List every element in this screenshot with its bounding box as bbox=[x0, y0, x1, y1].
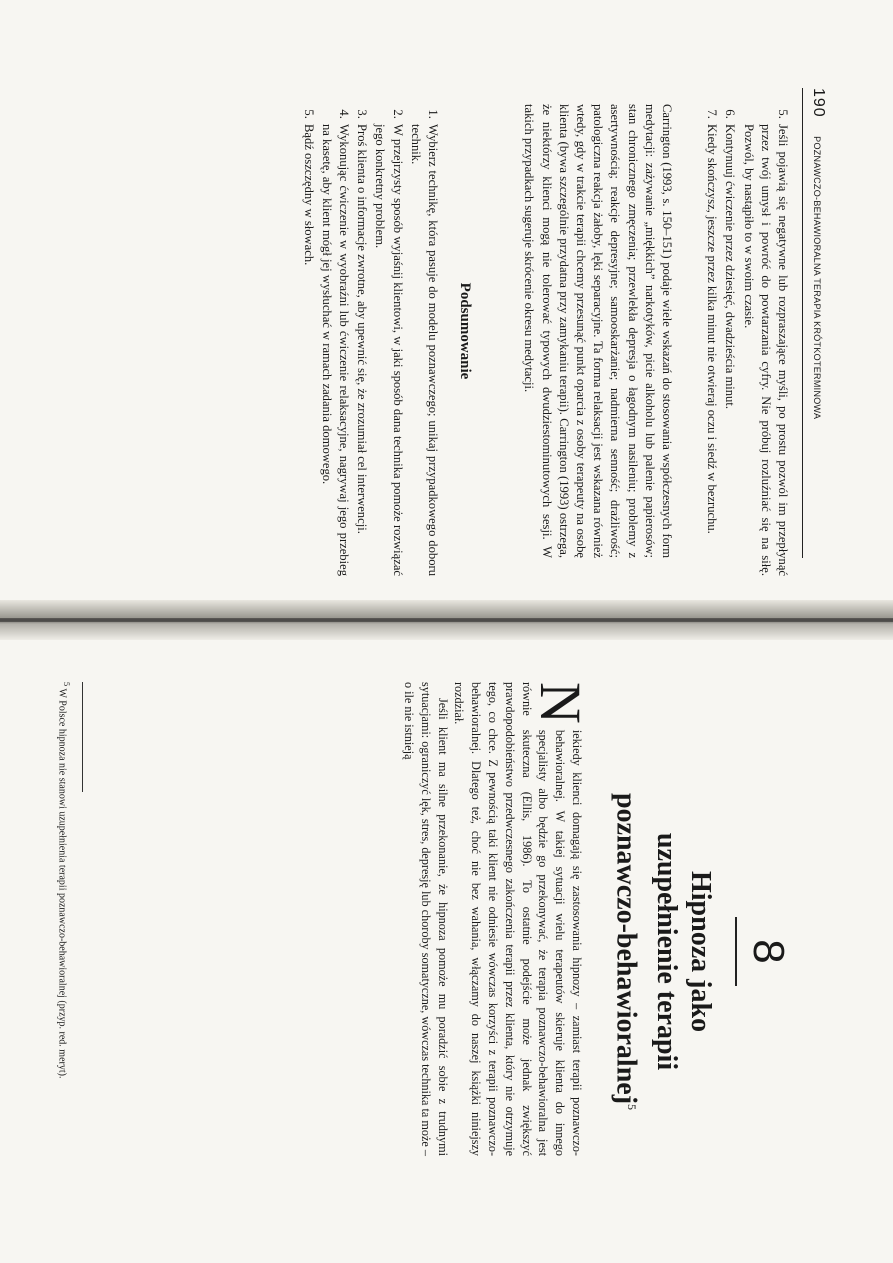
list-item: 1. Wybierz technikę, która pasuje do modelu poznawczego; unikaj przypadkowego doboru technik. bbox=[407, 122, 441, 576]
list-item: 6. Kontynuuj ćwiczenie przez dziesięć, dwadzieścia minut. bbox=[721, 122, 738, 576]
summary-list bbox=[298, 104, 441, 576]
chapter-title-line: Hipnoza jako bbox=[685, 870, 716, 1033]
summary-heading: Podsumowanie bbox=[457, 282, 473, 380]
chapter-title-line: uzupełnienie terapii bbox=[651, 832, 682, 1071]
chapter-number-text: 8 bbox=[735, 917, 793, 985]
list-item: 4. Wykonując ćwiczenie w wyobraźni lub ćwiczenie relaksacyjne, nagrywaj jego przebieg na kasetę, aby klient mógł jej wysłuchać w ramach zadania domowego. bbox=[318, 122, 352, 576]
footnote-text: W Polsce hipnoza nie stanowi uzupełnienia terapii poznawczo-behawioralnej (przyp. red. meryt). bbox=[56, 688, 68, 1079]
footnote bbox=[56, 682, 73, 1156]
list-item: 7. Kiedy skończysz, jeszcze przez kilka minut nie otwieraj oczu i siedź w bezruchu. bbox=[703, 122, 720, 576]
gutter-shadow bbox=[0, 618, 893, 622]
chapter-paragraph bbox=[451, 682, 593, 1156]
running-header-text: POZNAWCZO-BEHAWIORALNA TERAPIA KRÓTKOTERMINOWA bbox=[812, 136, 822, 420]
chapter-body bbox=[400, 682, 593, 1156]
list-item: 5. Bądź oszczędny w słowach. bbox=[299, 122, 316, 576]
running-header bbox=[802, 88, 827, 558]
drop-cap: N bbox=[528, 682, 593, 724]
chapter-title-line-text: poznawczo-behawioralnej bbox=[610, 792, 642, 1105]
list-item: 3. Proś klienta o informacje zwrotne, aby upewnić się, że zrozumiał cel interwencji. bbox=[353, 122, 370, 576]
chapter-title-line bbox=[609, 680, 649, 1223]
footnote-marker: 5 bbox=[625, 1104, 639, 1111]
chapter-paragraph-text: iekiedy klienci domagają się zastosowania hipnozy – zamiast terapii poznawczo-behawioralnej. W takiej sytuacji wielu terapeutów skieruje klienta do innego specjalisty albo będzie go przekonywać, że terapia poznawczo-behawioralna jest równie skuteczna (Ellis, 1986). To ostatnie podejście może jednak zwiększyć prawdopodobieństwo przedwczesnego zakończenia terapii przez klienta, który nie otrzymuje tego, co chce. Z pewnością taki klient nie odniesie wówczas korzyści z terapii poznawczo-behawioralnej. Dlatego też, choć nie bez wahania, włączamy do naszej książki niniejszy rozdział. bbox=[452, 682, 584, 1156]
footnote-number: 5 bbox=[62, 682, 71, 687]
carrington-paragraph: Carrington (1993, s. 150–151) podaje wiele wskazań do stosowania współczesnych form medytacji: zażywanie „miękkich” narkotyków, picie alkoholu lub palenie papierosów; stan chronicznego zmęczenia; przewlekła depresja o łagodnym nasileniu; problemy z asertywnością; reakcje depresyjne; samooskarżanie; nadmierna senność; drażliwość; patologiczna reakcja żałoby, lęki separacyjne. Ta forma relaksacji jest wskazana również wtedy, gdy w trakcie terapii chcemy przesunąć punkt oparcia z osoby terapeuty na osobę klienta (bywa szczególnie przydatna przy zamykaniu terapii). Carrington (1993) ostrzega, że niektórzy klienci mogą nie tolerować typowych dwudziestominutowych sesji. W takich przypadkach sugeruje skrócenie okresu medytacji. bbox=[522, 104, 674, 558]
steps-list bbox=[702, 104, 791, 576]
list-item: 2. W przejrzysty sposób wyjaśnij klientowi, w jaki sposób dana technika pomoże rozwiązać jego konkretny problem. bbox=[371, 122, 405, 576]
chapter-title bbox=[609, 680, 717, 1223]
chapter-number bbox=[735, 640, 793, 1263]
chapter-paragraph: Jeśli klient ma silne przekonanie, że hipnoza pomoże mu poradzić sobie z trudnymi sytuacjami: ograniczyć lęk, stres, depresję lub choroby somatyczne, wówczas technika ta może – o ile nie istnieją bbox=[402, 682, 450, 1156]
footnote-rule bbox=[82, 682, 83, 792]
page-number: 190 bbox=[810, 88, 827, 118]
list-item: 5. Jeśli pojawią się negatywne lub rozpraszające myśli, po prostu pozwól im przepłynąć przez twój umysł i powróć do powtarzania cyfry. Nie próbuj rozluźniać się na siłę. Pozwól, by nastąpiło to w swoim czasie. bbox=[739, 122, 791, 576]
